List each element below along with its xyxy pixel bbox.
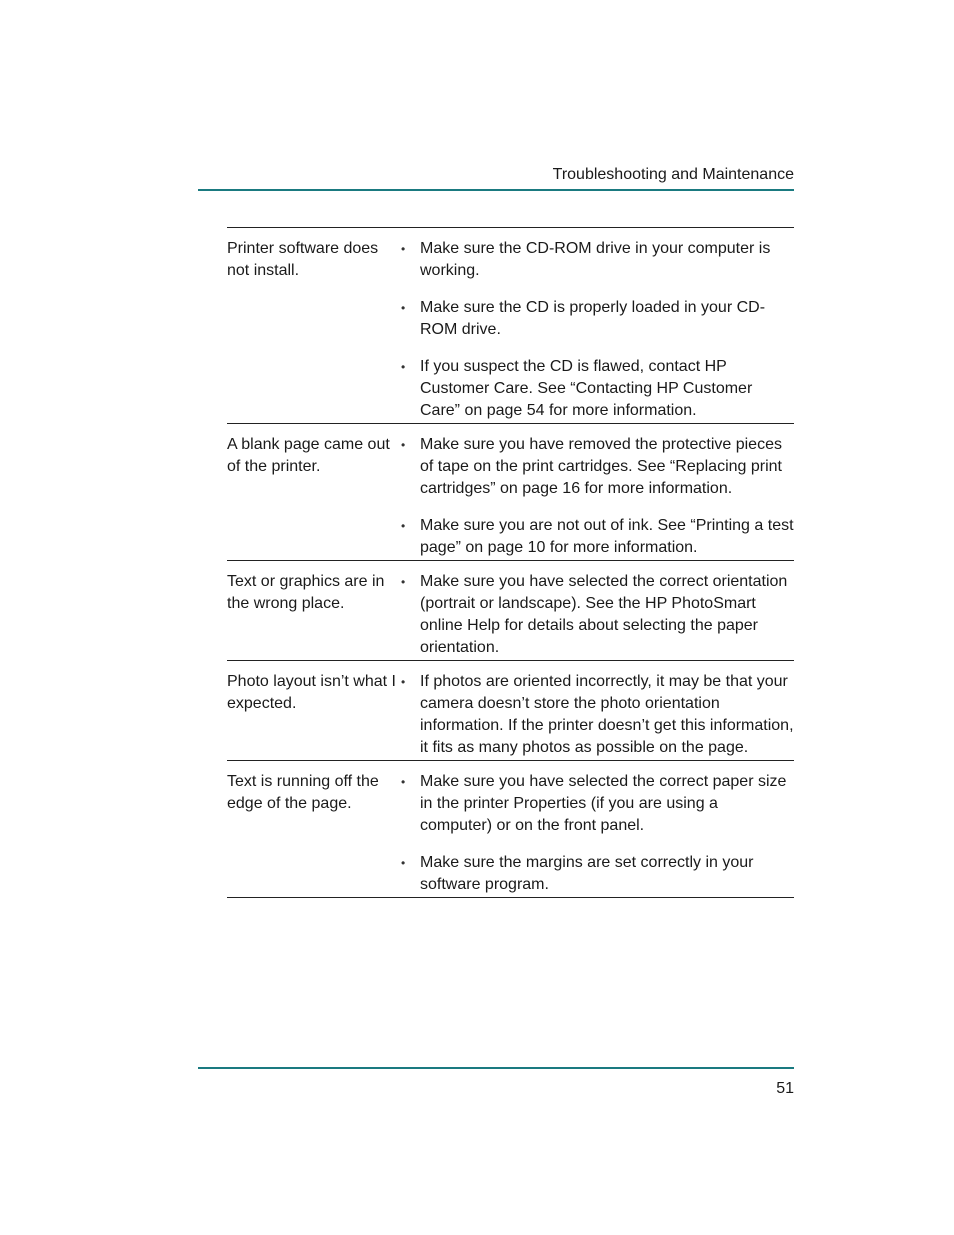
problem-cell: Printer software does not install. <box>227 240 379 279</box>
solution-item <box>401 571 794 659</box>
solution-text: If photos are oriented incorrectly, it may be that your camera doesn’t store the photo orientation information. If the printer doesn’t get this information, it fits as many photos as possible on the page. <box>420 673 794 756</box>
page-number: 51 <box>776 1080 794 1097</box>
solutions-cell <box>401 434 794 559</box>
solutions-cell <box>401 238 794 422</box>
footer-rule <box>198 1067 794 1069</box>
table-row <box>227 228 794 424</box>
solution-item <box>401 297 794 341</box>
solution-item <box>401 238 794 282</box>
solutions-cell <box>401 771 794 896</box>
bullet-icon: • <box>401 438 406 452</box>
troubleshooting-table <box>227 227 794 898</box>
bullet-icon: • <box>401 242 406 256</box>
solution-text: Make sure you have removed the protective pieces of tape on the print cartridges. See “Replacing print cartridges” on page 16 for more information. <box>420 436 782 497</box>
solution-text: Make sure you have selected the correct paper size in the printer Properties (if you are using a computer) or on the front panel. <box>420 773 787 834</box>
solution-text: Make sure you are not out of ink. See “Printing a test page” on page 10 for more information. <box>420 517 794 556</box>
bullet-icon: • <box>401 775 406 789</box>
solution-text: Make sure the CD-ROM drive in your computer is working. <box>420 240 771 279</box>
solution-item <box>401 671 794 759</box>
solution-text: If you suspect the CD is flawed, contact HP Customer Care. See “Contacting HP Customer Care” on page 54 for more information. <box>420 358 753 419</box>
table-row <box>227 761 794 898</box>
bullet-icon: • <box>401 360 406 374</box>
bullet-icon: • <box>401 856 406 870</box>
solution-item <box>401 356 794 422</box>
solution-text: Make sure the CD is properly loaded in your CD-ROM drive. <box>420 299 766 338</box>
header-rule <box>198 189 794 191</box>
table-row <box>227 661 794 761</box>
solution-item <box>401 434 794 500</box>
problem-cell: Text or graphics are in the wrong place. <box>227 573 385 612</box>
bullet-icon: • <box>401 575 406 589</box>
solution-item <box>401 771 794 837</box>
solutions-cell <box>401 571 794 659</box>
bullet-icon: • <box>401 301 406 315</box>
solutions-cell <box>401 671 794 759</box>
problem-cell: A blank page came out of the printer. <box>227 436 390 475</box>
problem-cell: Text is running off the edge of the page. <box>227 773 379 812</box>
table-row <box>227 561 794 661</box>
table-row <box>227 424 794 561</box>
problem-cell: Photo layout isn’t what I expected. <box>227 673 396 712</box>
solution-item <box>401 515 794 559</box>
solution-text: Make sure you have selected the correct orientation (portrait or landscape). See the HP PhotoSmart online Help for details about selecting the paper orientation. <box>420 573 788 656</box>
solution-text: Make sure the margins are set correctly in your software program. <box>420 854 754 893</box>
bullet-icon: • <box>401 519 406 533</box>
bullet-icon: • <box>401 675 406 689</box>
running-header: Troubleshooting and Maintenance <box>552 166 794 183</box>
solution-item <box>401 852 794 896</box>
